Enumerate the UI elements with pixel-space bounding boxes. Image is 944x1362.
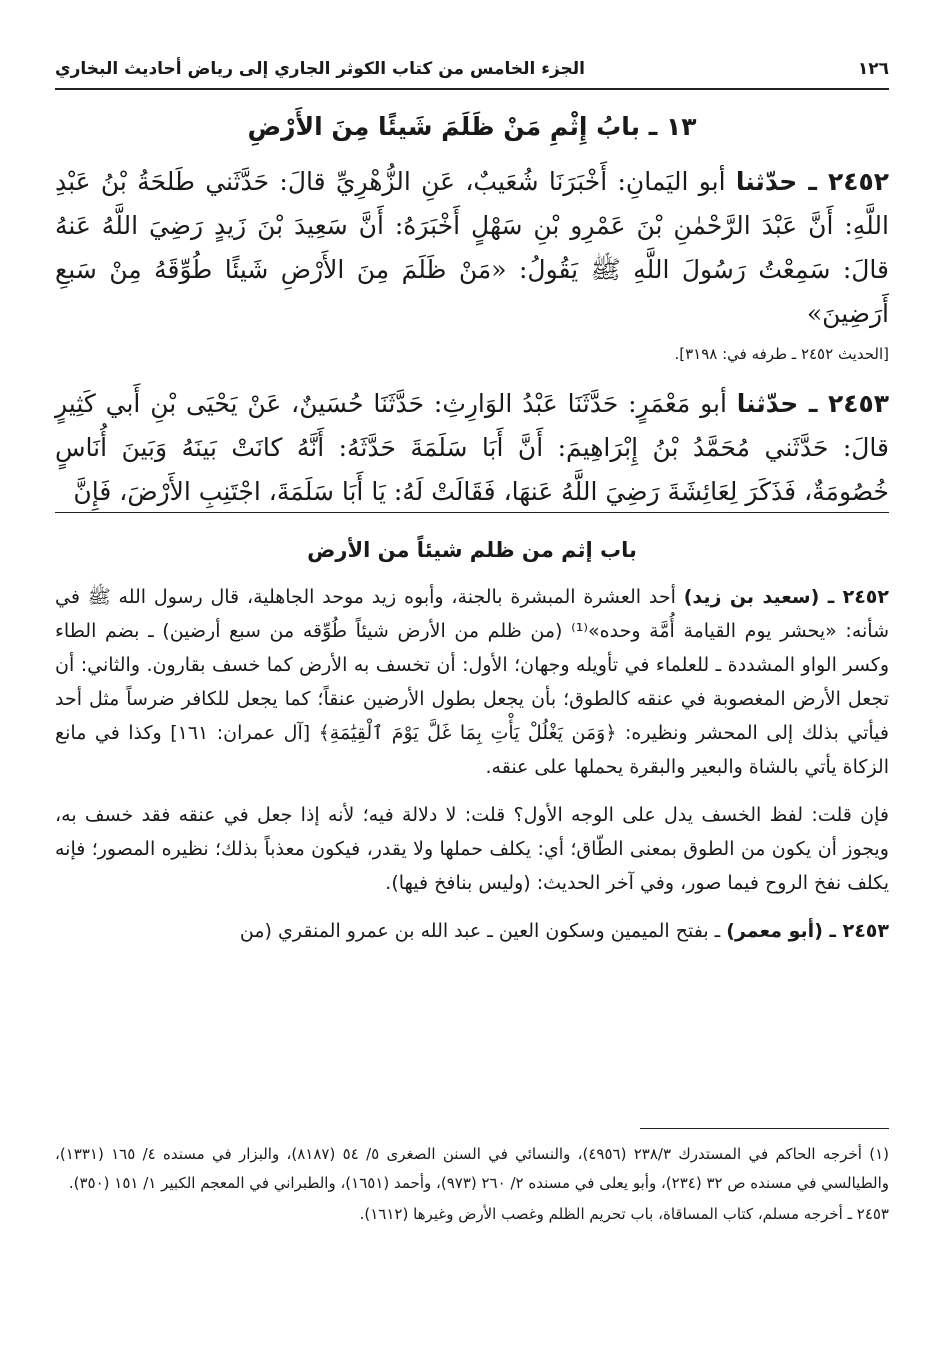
- paragraph-text: ـ بفتح الميمين وسكون العين ـ عبد الله بن عمرو المنقري (من: [239, 920, 727, 942]
- header-divider: [55, 88, 889, 90]
- hadith-2453: [55, 382, 889, 514]
- running-header: [55, 52, 889, 86]
- paragraph-text: فإن قلت: لفظ الخسف يدل على الوجه الأول؟ قلت: لا دلالة فيه؛ لأنه إذا جعل في عنقه فقد خسف به، ويجوز أن يكون من الطوق بمعنى الطّاق؛ أي: يكلف حملها ولا يقدر، فيكون معذباً بذلك؛ نظيره المصور؛ فإنه يكلف نفخ الروح فيما صور، وفي آخر الحديث: (وليس بنافخ فيها).: [55, 804, 889, 894]
- footnotes: [55, 1140, 889, 1231]
- commentary-title: باب إثم من ظلم شيئاً من الأرض: [307, 538, 637, 562]
- paragraph-text: أحد العشرة المبشرة بالجنة، وأبوه زيد موحد الجاهلية، قال رسول الله ﷺ في شأنه: «يحشر يوم القيامة أُمَّة وحده»⁽¹⁾ (من ظلم من الأرض شيئاً طُوِّقه من سبع أرضين) ـ بضم الطاء وكسر الواو المشددة ـ للعلماء في تأويله وجهان؛ الأول: أن تخسف به الأرض كما خسف بقارون. والثاني: أن تجعل الأرض المغصوبة في عنقه كالطوق؛ بأن يجعل بطول الأرضين عنقاً؛ كما يجعل للكافر ضرساً مثل أحد فيأتي بذلك إلى المحشر ونظيره: ﴿وَمَن يَغْلُلْ يَأْتِ بِمَا غَلَّ يَوْمَ ٱلْقِيَٰمَةِ﴾ [آل عمران: ١٦١] وكذا في مانع الزكاة يأتي بالشاة والبعير والبقرة يحملها على عنقه.: [55, 586, 890, 778]
- section-divider: [55, 512, 889, 513]
- hadith-2452: [55, 160, 889, 336]
- commentary-paragraph: [55, 914, 889, 948]
- commentary-section: [55, 530, 889, 962]
- hadith-body: أبو مَعْمَرٍ: حَدَّثَنَا عَبْدُ الوَارِثِ: حَدَّثَنَا حُسَينٌ، عَنْ يَحْيَى بْنِ أَبي كَثِيرٍ قالَ: حَدَّثَني مُحَمَّدُ بْنُ إِبْرَاهِيمَ: أَنَّ أَبَا سَلَمَةَ حَدَّثَهُ: أَنَّهُ كانَتْ بَينَهُ وَبَينَ أُنَاسٍ خُصُومَةٌ، فَذَكَرَ لِعَائِشَةَ رَضِيَ اللَّهُ عَنهَا، فَقَالَتْ لَهُ: يَا أَبَا سَلَمَةَ، اجْتَنِبِ الأَرْضَ، فَإِنَّ: [55, 389, 889, 506]
- paragraph-lead: ٢٤٥٢ ـ (سعيد بن زيد): [683, 586, 889, 608]
- hadith-number: ٢٤٥٣ ـ حدّثنا: [736, 389, 890, 418]
- commentary-paragraph: [55, 580, 889, 784]
- chapter-title: ١٣ ـ بابُ إِثْمِ مَنْ ظَلَمَ شَيئًا مِنَ الأَرْضِ: [247, 112, 697, 141]
- footnote-item: (١) أخرجه الحاكم في المستدرك ٢٣٨/٣ (٤٩٥٦)، والنسائي في السنن الصغرى ٥/ ٥٤ (٨١٨٧)، والبزار في مسنده ٤/ ١٦٥ (١٣٣١)، والطيالسي في مسنده ص ٣٢ (٢٣٤)، وأبو يعلى في مسنده ٢/ ٢٦٠ (٩٧٣)، وأحمد (١٦٥١)، والطبراني في المعجم الكبير ١/ ١٥١ (٣٥٠).: [55, 1145, 890, 1192]
- footnote-item: ٢٤٥٣ ـ أخرجه مسلم، كتاب المساقاة، باب تحريم الظلم وغصب الأرض وغيرها (١٦١٢).: [359, 1205, 889, 1223]
- book-title: الجزء الخامس من كتاب الكوثر الجاري إلى رياض أحاديث البخاري: [55, 59, 585, 79]
- hadith-section: [55, 108, 889, 514]
- hadith-number: ٢٤٥٢ ـ حدّثنا: [735, 167, 889, 196]
- hadith-body: أبو اليَمانِ: أَخْبَرَنَا شُعَيبٌ، عَنِ الزُّهْرِيِّ قالَ: حَدَّثَني طَلحَةُ بْنُ عَبْدِ اللَّهِ: أَنَّ عَبْدَ الرَّحْمٰنِ بْنَ عَمْرِو بْنِ سَهْلٍ أَخْبَرَهُ: أَنَّ سَعِيدَ بْنَ زَيدٍ رَضِيَ اللَّهُ عَنهُ قالَ: سَمِعْتُ رَسُولَ اللَّهِ ﷺ يَقُولُ: «مَنْ ظَلَمَ مِنَ الأَرْضِ شَيئًا طُوِّقَهُ مِنْ سَبعِ أَرَضِينَ»: [55, 167, 889, 328]
- paragraph-lead: ٢٤٥٣ ـ (أبو معمر): [726, 920, 889, 942]
- commentary-paragraph: [55, 798, 889, 900]
- page-number: ١٢٦: [857, 59, 889, 79]
- cross-reference: [الحديث ٢٤٥٢ ـ طرفه في: ٣١٩٨].: [674, 345, 889, 363]
- footnote-divider: [640, 1128, 889, 1129]
